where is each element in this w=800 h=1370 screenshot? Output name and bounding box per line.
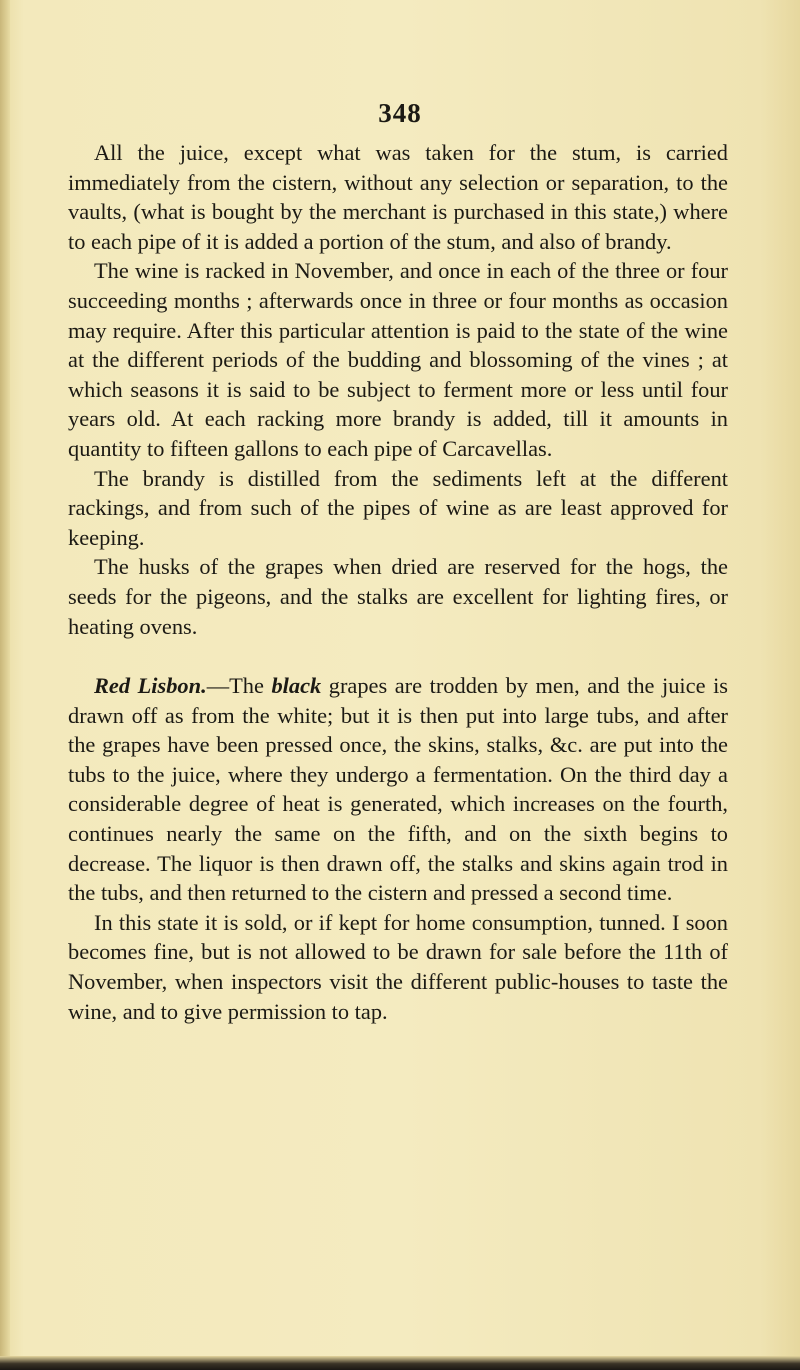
page-binding-edge	[0, 0, 10, 1370]
red-lisbon-dash: —The	[206, 673, 272, 699]
paragraph-brandy: The brandy is distilled from the sediments left at the different rackings, and from such of the pipes of wine as are least approved for keeping.	[68, 465, 728, 550]
red-lisbon-text: grapes are trodden by men, and the juice is drawn off as from the white; but it is then put into large tubs, and after the grapes have been pressed once, the skins, stalks, &c. are put into the tubs to the juice, where they undergo a fermentation. On the third day a considerable degree of heat is generated, which increases on the fourth, continues nearly the same on the fifth, and on the sixth begins to decrease. The liquor is then drawn off, the stalks and skins again trod in the tubs, and then returned to the cistern and pressed a second time.	[68, 673, 729, 906]
paragraph-racking: The wine is racked in November, and once in each of the three or four succeeding months ; afterwards once in three or four months as occasion may require. After this particular attention is paid to the state of the wine at the different periods of the budding and blossoming of the vines ; at which seasons it is said to be subject to ferment more or less until four years old. At each racking more brandy is added, till it amounts in quantity to fifteen gallons to each pipe of Carcavellas.	[68, 258, 728, 461]
paragraph-juice: All the juice, except what was taken for the stum, is carried immediately from the cistern, without any selection or separation, to the vaults, (what is bought by the merchant is purchased in this state,) where to each pipe of it is added a portion of the stum, and also of brandy.	[68, 140, 728, 254]
page-number: 348	[378, 98, 422, 128]
paragraph-red-lisbon	[68, 671, 728, 908]
black-word: black	[271, 673, 322, 699]
body-text	[68, 138, 728, 1026]
paragraph-husks: The husks of the grapes when dried are reserved for the hogs, the seeds for the pigeons, and the stalks are excellent for lighting fires, or heating ovens.	[68, 554, 728, 639]
paragraph-final: In this state it is sold, or if kept for home consumption, tunned. I soon becomes fine, but is not allowed to be drawn for sale before the 11th of November, when inspectors visit the different public-houses to taste the wine, and to give permission to tap.	[68, 909, 728, 1024]
red-lisbon-heading: Red Lisbon.	[94, 673, 207, 699]
page-bottom-edge	[0, 1356, 800, 1370]
